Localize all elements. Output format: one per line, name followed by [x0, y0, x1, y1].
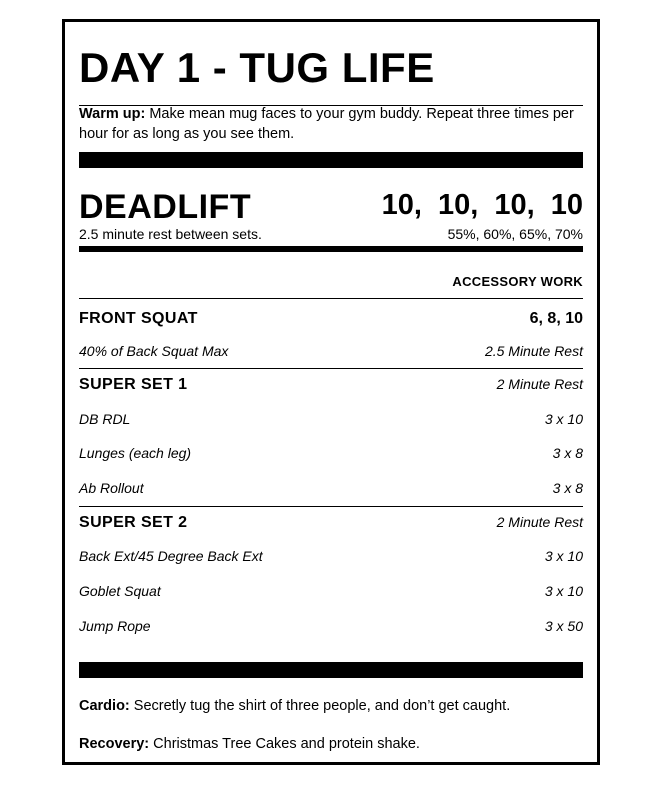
page-title: DAY 1 - TUG LIFE: [79, 44, 435, 91]
front-squat-note: 40% of Back Squat Max: [79, 343, 229, 359]
superset2-header-row: [79, 514, 583, 532]
superset2-name: SUPER SET 2: [79, 514, 188, 531]
superset1-rest: 2 Minute Rest: [496, 376, 583, 392]
exercise-sets: 3 x 10: [544, 411, 583, 427]
section-bar-bottom: [79, 662, 583, 678]
exercise-name: Lunges (each leg): [79, 445, 192, 461]
cardio-paragraph: [79, 696, 583, 716]
exercise-sets: 3 x 10: [544, 548, 583, 564]
recovery-text: Christmas Tree Cakes and protein shake.: [149, 736, 420, 752]
superset1-name: SUPER SET 1: [79, 376, 188, 393]
deadlift-rest: 2.5 minute rest between sets.: [79, 226, 262, 242]
exercise-name: Ab Rollout: [79, 480, 144, 496]
list-item: [79, 583, 583, 599]
exercise-name: Goblet Squat: [79, 583, 161, 599]
deadlift-name: DEADLIFT: [79, 188, 252, 226]
superset1-header-row: [79, 376, 583, 394]
list-item: [79, 548, 583, 564]
front-squat-reps: 6, 8, 10: [529, 310, 583, 327]
list-item: [79, 480, 583, 496]
exercise-sets: 3 x 50: [544, 618, 583, 634]
exercise-name: DB RDL: [79, 411, 131, 427]
front-squat-divider: [79, 368, 583, 369]
superset2-rest: 2 Minute Rest: [496, 514, 583, 530]
deadlift-divider: [79, 246, 583, 252]
section-bar-top: [79, 152, 583, 168]
accessory-heading: ACCESSORY WORK: [452, 274, 583, 289]
deadlift-percentages: 55%, 60%, 65%, 70%: [447, 226, 583, 242]
cardio-text: Secretly tug the shirt of three people, and don’t get caught.: [129, 698, 511, 714]
exercise-name: Jump Rope: [79, 618, 151, 634]
workout-card: [62, 19, 600, 765]
warmup-label: Warm up:: [79, 106, 146, 122]
exercise-sets: 3 x 8: [552, 480, 583, 496]
recovery-label: Recovery:: [79, 736, 150, 752]
superset1-divider: [79, 506, 583, 507]
recovery-paragraph: [79, 734, 583, 754]
warmup-paragraph: [79, 104, 583, 144]
front-squat-detail-row: [79, 343, 583, 359]
warmup-text: Make mean mug faces to your gym buddy. Repeat three times per hour for as long as you see them.: [79, 106, 574, 142]
exercise-name: Back Ext/45 Degree Back Ext: [79, 548, 263, 564]
exercise-sets: 3 x 8: [552, 445, 583, 461]
front-squat-name: FRONT SQUAT: [79, 310, 198, 327]
workout-card-content: [79, 22, 583, 762]
front-squat-row: [79, 310, 583, 328]
exercise-sets: 3 x 10: [544, 583, 583, 599]
accessory-divider: [79, 298, 583, 299]
list-item: [79, 411, 583, 427]
front-squat-rest: 2.5 Minute Rest: [484, 343, 583, 359]
list-item: [79, 445, 583, 461]
cardio-label: Cardio:: [79, 698, 130, 714]
deadlift-reps: 10, 10, 10, 10: [381, 189, 583, 221]
list-item: [79, 618, 583, 634]
